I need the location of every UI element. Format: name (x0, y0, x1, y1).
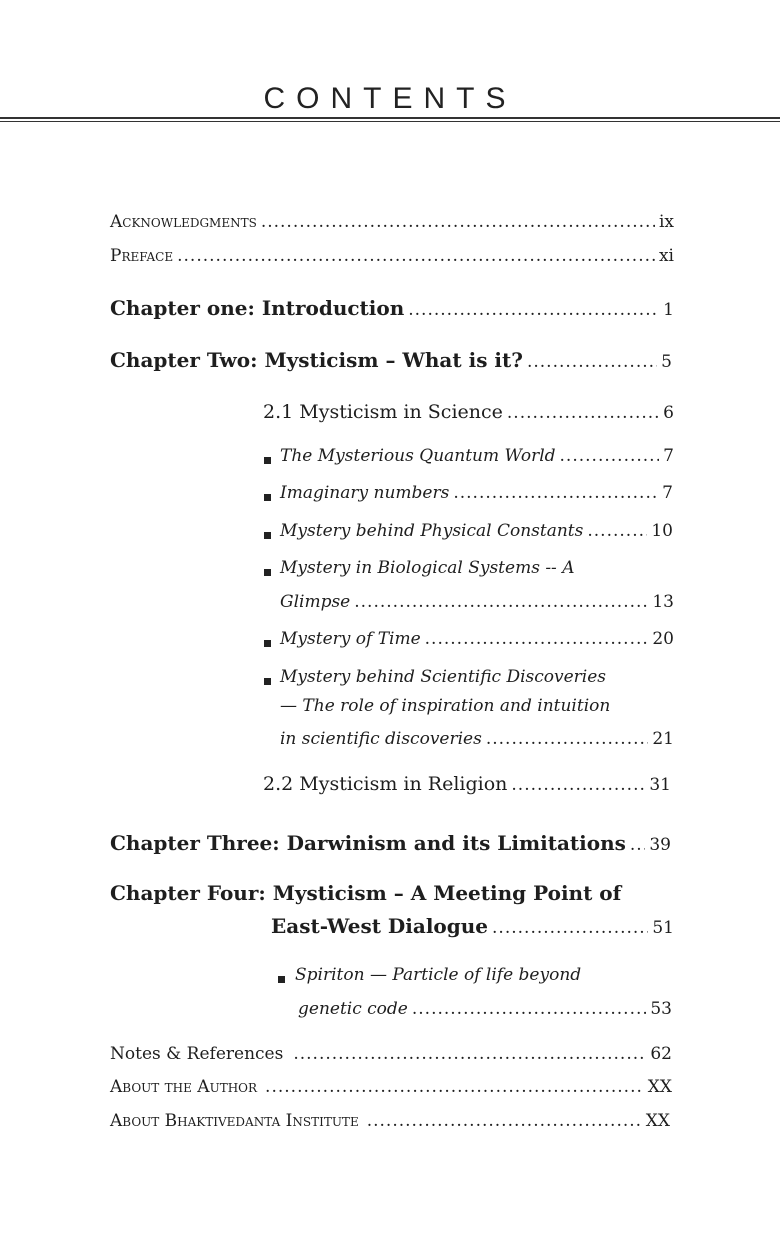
toc-entry-discoveries-line1[interactable]: Mystery behind Scientific Discoveries (280, 667, 607, 687)
toc-entry-acknowledgments[interactable]: Acknowledgments ..... ix (110, 212, 674, 232)
toc-entry-section-2-1[interactable]: 2.1 Mysticism in Science ..... 6 (263, 401, 674, 423)
toc-entry-section-2-2[interactable]: 2.2 Mysticism in Religion ..... 31 (263, 773, 671, 795)
bullet-icon (264, 457, 271, 464)
toc-entry-about-author[interactable]: About the Author ..... XX (110, 1077, 672, 1097)
toc-entry-chapter-four[interactable]: East-West Dialogue ..... 51 (271, 914, 674, 938)
toc-entry-spiriton-line1[interactable]: Spiriton — Particle of life beyond (295, 965, 582, 985)
bullet-icon (264, 640, 271, 647)
toc-entry-discoveries-line2[interactable]: — The role of inspiration and intuition (280, 696, 611, 716)
bullet-icon (278, 976, 285, 983)
toc-entry-chapter-two[interactable]: Chapter Two: Mysticism – What is it? ..... 5 (110, 348, 672, 372)
toc-entry-imaginary-numbers[interactable]: Imaginary numbers ..... 7 (280, 483, 673, 503)
toc-entry-about-institute[interactable]: About Bhaktivedanta Institute ..... XX (110, 1111, 670, 1131)
bullet-icon (264, 569, 271, 576)
toc-entry-scientific-discoveries[interactable]: in scientific discoveries ..... 21 (280, 729, 674, 749)
toc-entry-biological-systems[interactable]: Glimpse ..... 13 (280, 592, 674, 612)
page-title: CONTENTS (263, 82, 517, 115)
bullet-icon (264, 532, 271, 539)
bullet-icon (264, 678, 271, 685)
toc-entry-notes-references[interactable]: Notes & References ..... 62 (110, 1044, 672, 1064)
title-rule (0, 117, 780, 119)
toc-entry-chapter-one[interactable]: Chapter one: Introduction ..... 1 (110, 296, 674, 320)
toc-entry-physical-constants[interactable]: Mystery behind Physical Constants ..... 10 (280, 521, 673, 541)
title-rule-thin (0, 121, 780, 122)
toc-entry-biological-line1[interactable]: Mystery in Biological Systems -- A (280, 558, 575, 578)
toc-entry-mystery-of-time[interactable]: Mystery of Time ..... 20 (280, 629, 674, 649)
toc-entry-preface[interactable]: Preface ..... xi (110, 246, 674, 266)
toc-entry-chapter-four-line1[interactable]: Chapter Four: Mysticism – A Meeting Point of (110, 881, 622, 905)
toc-entry-quantum-world[interactable]: The Mysterious Quantum World ..... 7 (280, 446, 674, 466)
toc-entry-spiriton[interactable]: genetic code ..... 53 (298, 999, 672, 1019)
bullet-icon (264, 494, 271, 501)
toc-entry-chapter-three[interactable]: Chapter Three: Darwinism and its Limitations ..... 39 (110, 831, 671, 855)
